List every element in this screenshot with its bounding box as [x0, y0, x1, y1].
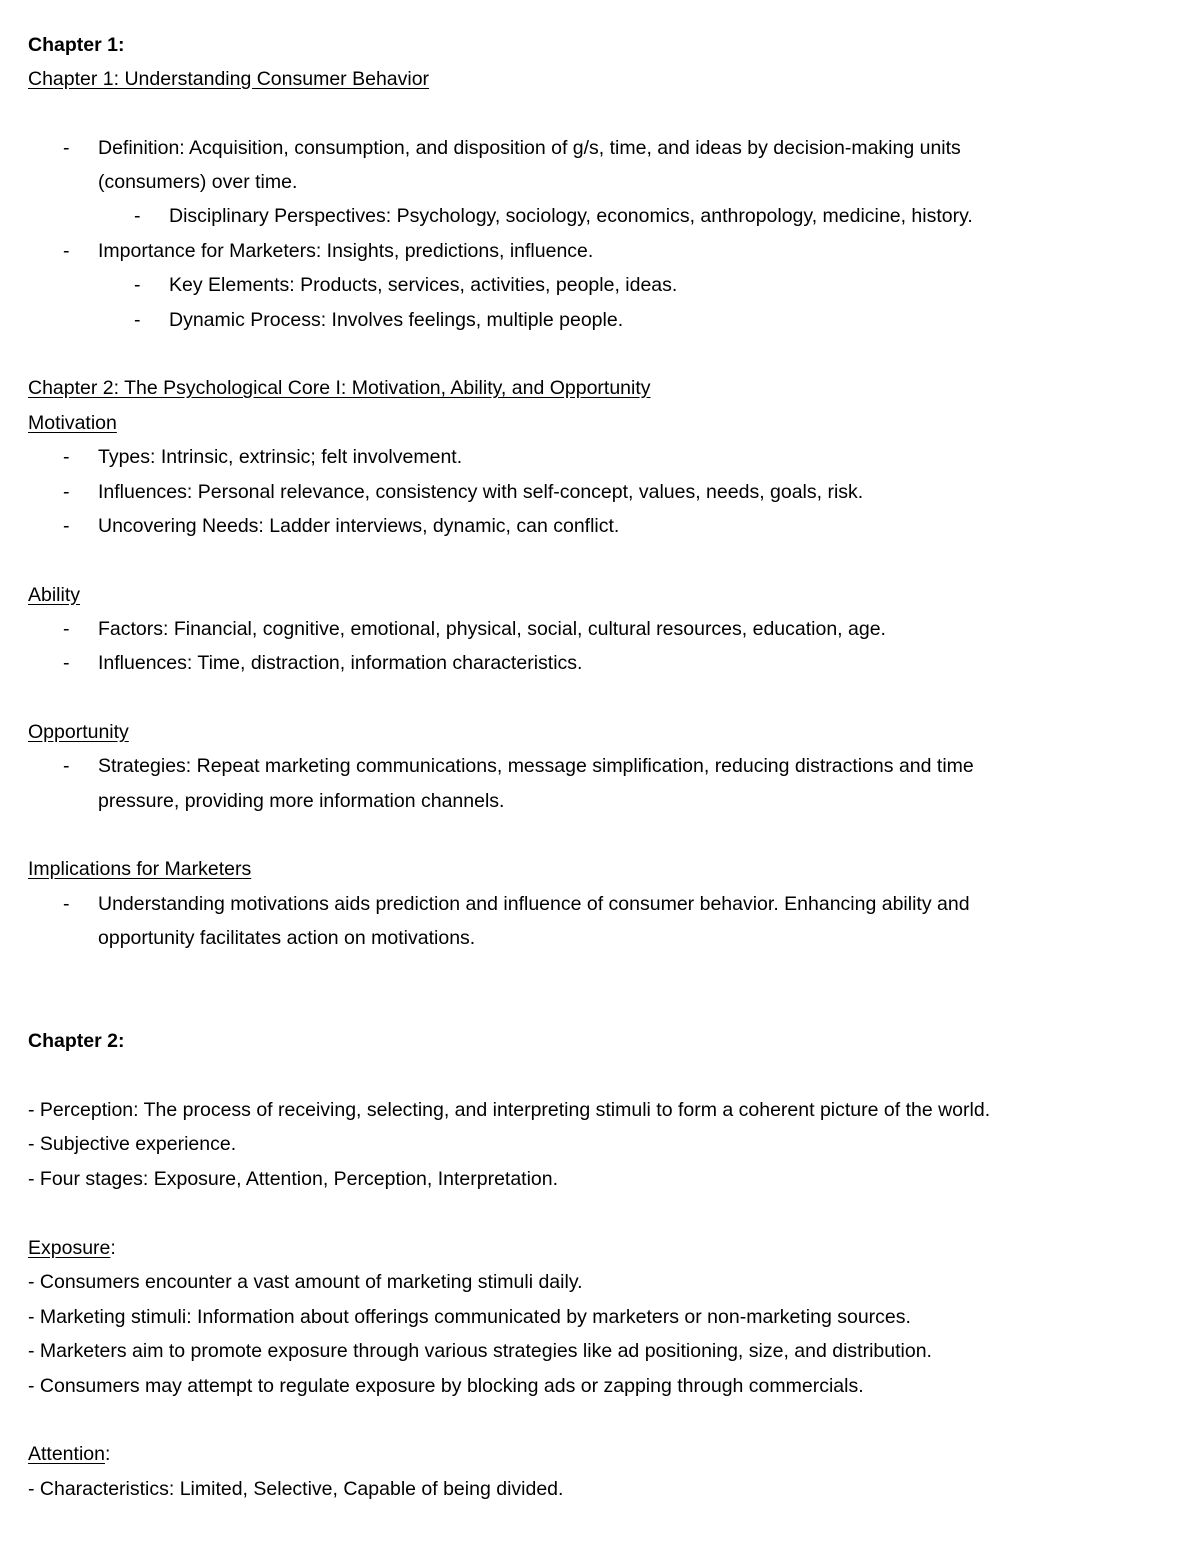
exposure-line-4: - Consumers may attempt to regulate exposure by blocking ads or zapping through commercials.: [28, 1375, 864, 1397]
bullet-dash: -: [134, 309, 141, 331]
ability-heading: Ability: [28, 584, 81, 606]
exposure-line-3: - Marketers aim to promote exposure through various strategies like ad positioning, size, and distribution.: [28, 1340, 932, 1362]
disciplinary-perspectives: Disciplinary Perspectives: Psychology, sociology, economics, anthropology, medicine, history.: [169, 205, 973, 227]
bullet-dash: -: [63, 137, 70, 159]
opportunity-heading: Opportunity: [28, 721, 129, 743]
attention-line-1: - Characteristics: Limited, Selective, Capable of being divided.: [28, 1478, 564, 1500]
implications-line-1: Understanding motivations aids prediction and influence of consumer behavior. Enhancing ability and: [98, 893, 970, 915]
definition-line-2: (consumers) over time.: [98, 171, 298, 193]
bullet-dash: -: [63, 481, 70, 503]
bullet-dash: -: [63, 618, 70, 640]
key-elements: Key Elements: Products, services, activities, people, ideas.: [169, 274, 678, 296]
bullet-dash: -: [134, 205, 141, 227]
ability-factors: Factors: Financial, cognitive, emotional, physical, social, cultural resources, education, age.: [98, 618, 886, 640]
chapter-1-heading: Chapter 1:: [28, 34, 125, 56]
ability-influences: Influences: Time, distraction, information characteristics.: [98, 652, 583, 674]
bullet-dash: -: [63, 652, 70, 674]
motivation-types: Types: Intrinsic, extrinsic; felt involvement.: [98, 446, 463, 468]
motivation-heading: Motivation: [28, 412, 117, 434]
opportunity-strategies-line-2: pressure, providing more information channels.: [98, 790, 505, 812]
bullet-dash: -: [134, 274, 141, 296]
exposure-line-1: - Consumers encounter a vast amount of marketing stimuli daily.: [28, 1271, 583, 1293]
chapter-2-heading: Chapter 2:: [28, 1030, 125, 1052]
dynamic-process: Dynamic Process: Involves feelings, multiple people.: [169, 309, 624, 331]
attention-colon: :: [104, 1443, 111, 1465]
attention-heading: Attention: [28, 1443, 105, 1465]
attention-heading-line: [28, 1441, 110, 1467]
motivation-influences: Influences: Personal relevance, consistency with self-concept, values, needs, goals, risk.: [98, 481, 864, 503]
implications-line-2: opportunity facilitates action on motivations.: [98, 927, 476, 949]
definition-line-1: Definition: Acquisition, consumption, and disposition of g/s, time, and ideas by decision-making units: [98, 137, 961, 159]
bullet-dash: -: [63, 240, 70, 262]
opportunity-strategies-line-1: Strategies: Repeat marketing communications, message simplification, reducing distractions and time: [98, 755, 974, 777]
perception-definition: - Perception: The process of receiving, selecting, and interpreting stimuli to form a coherent picture of the world.: [28, 1099, 991, 1121]
bullet-dash: -: [63, 893, 70, 915]
chapter-2-title: Chapter 2: The Psychological Core I: Motivation, Ability, and Opportunity: [28, 377, 651, 399]
exposure-heading: Exposure: [28, 1237, 111, 1259]
uncovering-needs: Uncovering Needs: Ladder interviews, dynamic, can conflict.: [98, 515, 620, 537]
exposure-heading-line: [28, 1235, 116, 1261]
bullet-dash: -: [63, 515, 70, 537]
subjective-experience: - Subjective experience.: [28, 1133, 237, 1155]
bullet-dash: -: [63, 446, 70, 468]
chapter-1-title: Chapter 1: Understanding Consumer Behavior: [28, 68, 430, 90]
exposure-line-2: - Marketing stimuli: Information about offerings communicated by marketers or non-marketing sources.: [28, 1306, 911, 1328]
exposure-colon: :: [110, 1237, 116, 1259]
four-stages: - Four stages: Exposure, Attention, Perception, Interpretation.: [28, 1168, 559, 1190]
implications-heading: Implications for Marketers: [28, 858, 252, 880]
importance-for-marketers: Importance for Marketers: Insights, predictions, influence.: [98, 240, 594, 262]
bullet-dash: -: [63, 755, 70, 777]
